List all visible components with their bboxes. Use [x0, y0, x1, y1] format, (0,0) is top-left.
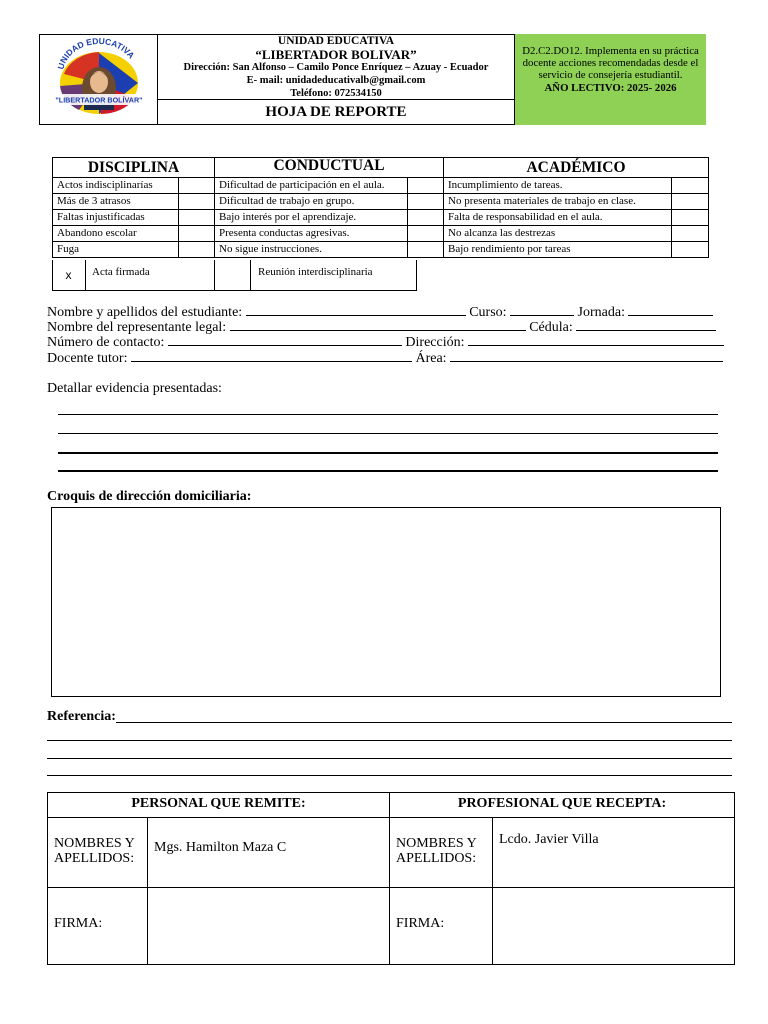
academico-item: No alcanza las destrezas [444, 226, 672, 242]
student-name-row [47, 304, 713, 320]
evidence-label: Detallar evidencia presentadas: [47, 381, 222, 396]
conductual-item: Dificultad de trabajo en grupo. [215, 194, 408, 210]
contact-row [47, 334, 724, 350]
acta-mark: x [65, 268, 72, 282]
referencia-line[interactable] [47, 775, 732, 776]
conductual-checkbox[interactable] [408, 194, 444, 210]
representative-row [47, 319, 716, 335]
direccion-label: Dirección: [405, 335, 465, 350]
area-input[interactable] [450, 350, 723, 362]
acta-firmada-label: Acta firmada [92, 266, 150, 278]
jornada-input[interactable] [628, 304, 713, 316]
disciplina-item: Actos indisciplinarías [53, 178, 179, 194]
direccion-input[interactable] [468, 334, 724, 346]
representative-label: Nombre del representante legal: [47, 320, 227, 335]
reunion-label: Reunión interdisciplinaria [258, 266, 373, 278]
recepta-name[interactable]: Lcdo. Javier Villa [493, 818, 735, 888]
disciplina-checkbox[interactable] [179, 178, 215, 194]
academico-checkbox[interactable] [672, 210, 709, 226]
school-logo [39, 34, 158, 125]
remite-firma-label: FIRMA: [48, 888, 148, 965]
institution-subname: “LIBERTADOR BOLIVAR” [255, 47, 417, 62]
school-logo-graphic [39, 34, 157, 125]
evidence-line[interactable] [58, 470, 718, 472]
academico-checkbox[interactable] [672, 242, 709, 258]
institution-phone: Teléfono: 072534150 [290, 88, 382, 99]
school-year: AÑO LECTIVO: 2025- 2026 [544, 81, 677, 94]
tutor-label: Docente tutor: [47, 351, 128, 366]
curso-label: Curso: [469, 305, 507, 320]
conductual-item: Presenta conductas agresivas. [215, 226, 408, 242]
logo-banner-text: "LIBERTADOR BOLÍVAR" [55, 95, 143, 105]
table-row [53, 210, 709, 226]
representative-input[interactable] [230, 319, 526, 331]
names-label-line: NOMBRES Y [54, 836, 135, 851]
category-table [52, 157, 709, 258]
contact-input[interactable] [168, 334, 402, 346]
disciplina-item: Fuga [53, 242, 179, 258]
table-row [53, 242, 709, 258]
remite-firma-field[interactable] [148, 888, 390, 965]
header-disciplina: DISCIPLINA [53, 158, 215, 178]
academico-checkbox[interactable] [672, 226, 709, 242]
code-text: D2.C2.DO12. Implementa en su práctica docente acciones recomendadas desde el servicio de consejería estudiantil. [522, 45, 699, 82]
institution-email: E- mail: unidadeducativalb@gmail.com [246, 75, 426, 86]
recepta-header: PROFESIONAL QUE RECEPTA: [390, 793, 735, 818]
conductual-checkbox[interactable] [408, 226, 444, 242]
institution-name: UNIDAD EDUCATIVA [277, 35, 395, 47]
disciplina-item: Faltas injustificadas [53, 210, 179, 226]
remite-name[interactable]: Mgs. Hamilton Maza C [148, 818, 390, 888]
tutor-row [47, 350, 723, 366]
names-label-line: APELLIDOS: [396, 851, 477, 866]
referencia-line[interactable] [47, 758, 732, 759]
disciplina-checkbox[interactable] [179, 226, 215, 242]
cedula-input[interactable] [576, 319, 716, 331]
names-label-line: APELLIDOS: [54, 851, 135, 866]
names-label-line: NOMBRES Y [396, 836, 477, 851]
curso-input[interactable] [510, 304, 574, 316]
institution-info [158, 34, 514, 100]
area-label: Área: [415, 351, 447, 366]
table-row [53, 226, 709, 242]
table-row [53, 178, 709, 194]
academico-checkbox[interactable] [672, 194, 709, 210]
disciplina-checkbox[interactable] [179, 242, 215, 258]
conductual-item: Bajo interés por el aprendizaje. [215, 210, 408, 226]
logo-arc-text: UNIDAD EDUCATIVA [55, 35, 137, 71]
referencia-label: Referencia: [47, 709, 116, 724]
table-row [53, 194, 709, 210]
disciplina-checkbox[interactable] [179, 194, 215, 210]
document-title: HOJA DE REPORTE [265, 104, 407, 120]
code-box [514, 34, 706, 125]
disciplina-item: Abandono escolar [53, 226, 179, 242]
conductual-checkbox[interactable] [408, 178, 444, 194]
reunion-checkbox[interactable] [214, 260, 251, 291]
student-name-label: Nombre y apellidos del estudiante: [47, 305, 243, 320]
conductual-item: Dificultad de participación en el aula. [215, 178, 408, 194]
recepta-firma-label: FIRMA: [390, 888, 493, 965]
header-academico: ACADÉMICO [444, 158, 709, 178]
evidence-line[interactable] [58, 452, 718, 454]
conductual-checkbox[interactable] [408, 210, 444, 226]
remite-names-label [48, 818, 148, 888]
academico-item: No presenta materiales de trabajo en clase. [444, 194, 672, 210]
referencia-line[interactable] [116, 722, 732, 723]
evidence-line[interactable] [58, 414, 718, 415]
contact-label: Número de contacto: [47, 335, 165, 350]
recepta-names-label [390, 818, 493, 888]
header-conductual: CONDUCTUAL [215, 158, 444, 178]
jornada-label: Jornada: [577, 305, 625, 320]
croquis-box[interactable] [51, 507, 721, 697]
academico-checkbox[interactable] [672, 178, 709, 194]
signature-table [47, 792, 735, 965]
recepta-firma-field[interactable] [493, 888, 735, 965]
acta-mark-cell[interactable] [52, 260, 86, 291]
evidence-line[interactable] [58, 433, 718, 434]
conductual-item: No sigue instrucciones. [215, 242, 408, 258]
student-name-input[interactable] [246, 304, 466, 316]
academico-item: Falta de responsabilidad en el aula. [444, 210, 672, 226]
disciplina-item: Más de 3 atrasos [53, 194, 179, 210]
academico-item: Incumplimiento de tareas. [444, 178, 672, 194]
referencia-line[interactable] [47, 740, 732, 741]
remite-header: PERSONAL QUE REMITE: [48, 793, 390, 818]
tutor-input[interactable] [131, 350, 412, 362]
institution-address: Dirección: San Alfonso – Camilo Ponce Enríquez – Azuay - Ecuador [183, 62, 489, 73]
disciplina-checkbox[interactable] [179, 210, 215, 226]
cedula-label: Cédula: [529, 320, 573, 335]
croquis-label: Croquis de dirección domiciliaria: [47, 489, 252, 504]
academico-item: Bajo rendimiento por tareas [444, 242, 672, 258]
conductual-checkbox[interactable] [408, 242, 444, 258]
